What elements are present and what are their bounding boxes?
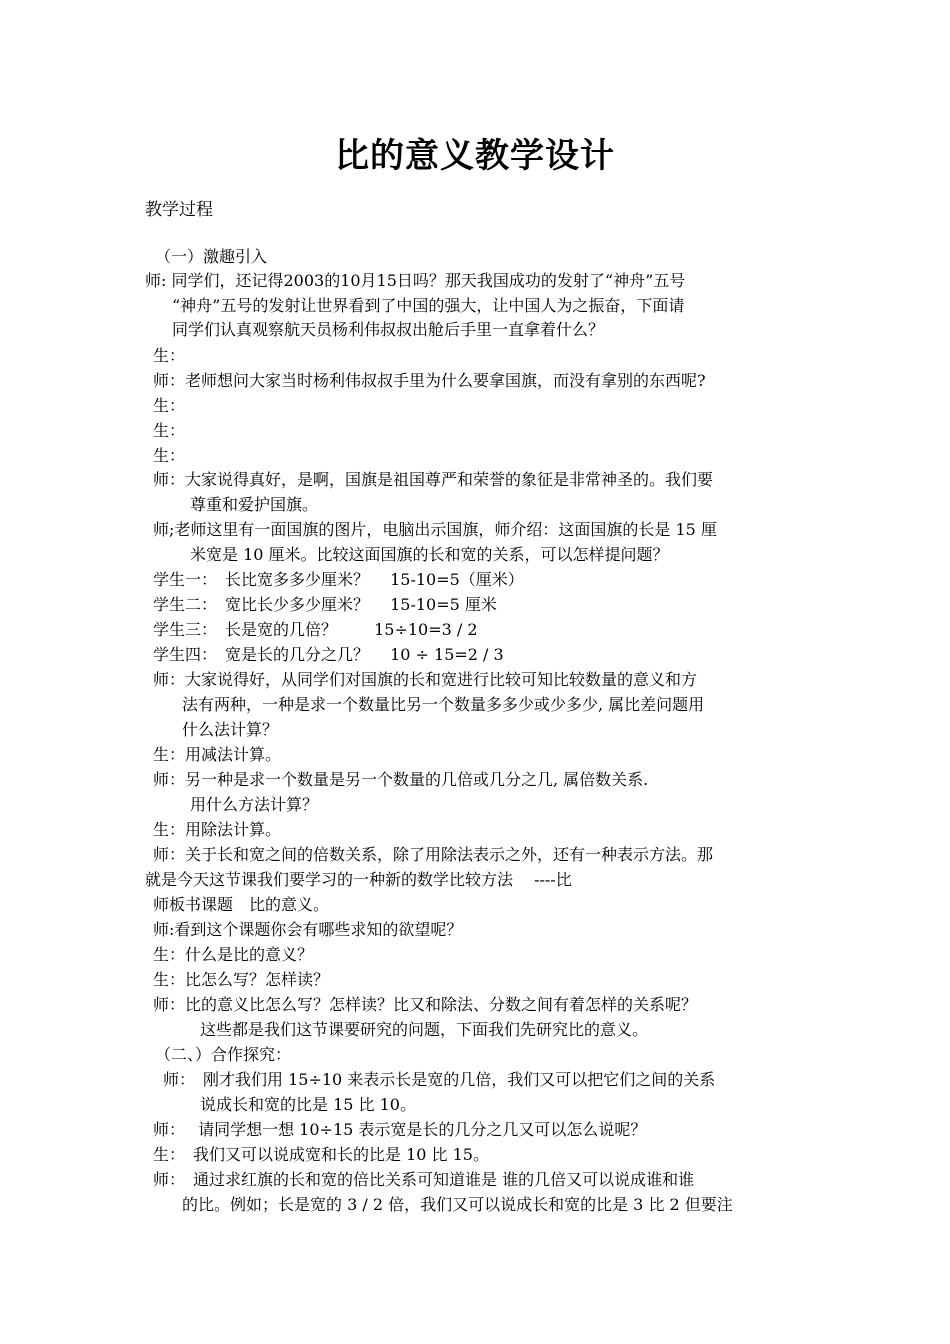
paragraph-line: 师：关于长和宽之间的倍数关系，除了用除法表示之外，还有一种表示方法。那 <box>153 845 714 864</box>
paragraph-line: 师: 同学们，还记得2003的10月15日吗？那天我国成功的发射了“神舟”五号 <box>145 271 686 290</box>
paragraph-line: 生：用减法计算。 <box>153 745 282 764</box>
paragraph-line: 生： <box>153 396 186 415</box>
paragraph-line: 学生二： 宽比长少多少厘米？ 15-10=5 厘米 <box>153 595 497 614</box>
paragraph-line: 就是今天这节课我们要学习的一种新的数学比较方法 ----比 <box>145 870 572 889</box>
paragraph-line: 师：老师想问大家当时杨利伟叔叔手里为什么要拿国旗，而没有拿别的东西呢? <box>153 371 706 390</box>
section-heading: 教学过程 <box>145 200 213 220</box>
paragraph-line: 师： 请同学想一想 10÷15 表示宽是长的几分之几又可以怎么说呢？ <box>153 1120 647 1139</box>
paragraph-line: 师板书课题 比的意义。 <box>153 895 330 914</box>
paragraph-line: 学生四： 宽是长的几分之几？ 10 ÷ 15=2 / 3 <box>153 645 504 664</box>
paragraph-line: 用什么方法计算？ <box>190 795 319 814</box>
paragraph-line: 生：什么是比的意义？ <box>153 945 314 964</box>
paragraph-line: 师：比的意义比怎么写？怎样读？比又和除法、分数之间有着怎样的关系呢？ <box>153 995 698 1014</box>
document-title: 比的意义教学设计 <box>335 136 615 176</box>
paragraph-line: 师： 刚才我们用 15÷10 来表示长是宽的几倍，我们又可以把它们之间的关系 <box>163 1070 716 1089</box>
paragraph-line: 尊重和爱护国旗。 <box>190 495 319 514</box>
paragraph-line: 学生一： 长比宽多多少厘米？ 15-10=5（厘米） <box>153 570 524 589</box>
paragraph-line: 法有两种，一种是求一个数量比另一个数量多多少或少多少, 属比差问题用 <box>182 695 705 714</box>
subsection-heading: （二、）合作探究： <box>155 1045 292 1064</box>
paragraph-line: 师：大家说得好，从同学们对国旗的长和宽进行比较可知比较数量的意义和方 <box>153 670 698 689</box>
paragraph-line: 师：大家说得真好，是啊，国旗是祖国尊严和荣誉的象征是非常神圣的。我们要 <box>153 470 714 489</box>
paragraph-line: 生： <box>153 346 186 365</box>
paragraph-line: 生：用除法计算。 <box>153 820 282 839</box>
paragraph-line: 什么法计算？ <box>182 720 279 739</box>
paragraph-line: 生： <box>153 446 186 465</box>
subsection-heading: （一）激趣引入 <box>155 247 268 266</box>
paragraph-line: 这些都是我们这节课要研究的问题，下面我们先研究比的意义。 <box>200 1020 649 1039</box>
paragraph-line: 生：比怎么写？怎样读？ <box>153 970 330 989</box>
paragraph-line: 师：另一种是求一个数量是另一个数量的几倍或几分之几, 属倍数关系. <box>153 770 649 789</box>
paragraph-line: “神舟”五号的发射让世界看到了中国的强大，让中国人为之振奋，下面请 <box>172 296 685 315</box>
paragraph-line: 米宽是 10 厘米。比较这面国旗的长和宽的关系，可以怎样提问题？ <box>190 545 669 564</box>
paragraph-line: 师;老师这里有一面国旗的图片，电脑出示国旗，师介绍：这面国旗的长是 15 厘 <box>153 520 717 539</box>
paragraph-line: 同学们认真观察航天员杨利伟叔叔出舱后手里一直拿着什么？ <box>172 320 605 339</box>
paragraph-line: 生： <box>153 421 186 440</box>
paragraph-line: 师:看到这个课题你会有哪些求知的欲望呢？ <box>153 920 463 939</box>
paragraph-line: 学生三： 长是宽的几倍？ 15÷10=3 / 2 <box>153 620 478 639</box>
paragraph-line: 师： 通过求红旗的长和宽的倍比关系可知道谁是 谁的几倍又可以说成谁和谁 <box>153 1170 695 1189</box>
paragraph-line: 的比。例如；长是宽的 3 / 2 倍，我们又可以说成长和宽的比是 3 比 2 但要注 <box>182 1195 733 1214</box>
paragraph-line: 说成长和宽的比是 15 比 10。 <box>200 1095 416 1114</box>
paragraph-line: 生： 我们又可以说成宽和长的比是 10 比 15。 <box>153 1145 489 1164</box>
